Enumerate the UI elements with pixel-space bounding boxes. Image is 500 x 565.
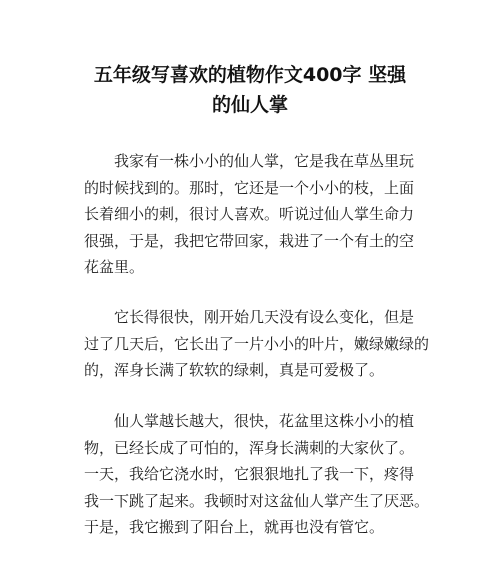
paragraph-line: 的时候找到的。那时，它还是一个小小的枝，上面 bbox=[84, 178, 415, 197]
paragraph-line: 花盆里。 bbox=[84, 258, 145, 276]
paragraph-1 bbox=[84, 148, 424, 281]
paragraph-line: 它长得很快，刚开始几天没有设么变化，但是 bbox=[114, 308, 415, 326]
paragraph-line: 过了几天后，它长出了一片小小的叶片，嫩绿嫩绿的 bbox=[84, 334, 430, 353]
paragraph-line: 仙人掌越长越大，很快，花盆里这株小小的植 bbox=[114, 412, 415, 430]
paragraph-line: 我家有一株小小的仙人掌，它是我在草丛里玩 bbox=[114, 152, 415, 170]
paragraph-line: 的，浑身长满了软软的绿刺，真是可爱极了。 bbox=[84, 361, 385, 379]
paragraph-line: 我一下跳了起来。我顿时对这盆仙人掌产生了厌恶。 bbox=[84, 491, 430, 510]
paragraph-line: 物，已经长成了可怕的，浑身长满刺的大家伙了。 bbox=[84, 438, 415, 457]
paragraph-line: 于是，我它搬到了阳台上，就再也没有管它。 bbox=[84, 518, 385, 536]
paragraph-2 bbox=[84, 304, 430, 384]
paragraph-3 bbox=[84, 408, 430, 541]
paragraph-line: 长着细小的刺，很讨人喜欢。听说过仙人掌生命力 bbox=[84, 205, 415, 223]
title-line-1: 五年级写喜欢的植物作文400字 坚强 bbox=[93, 64, 407, 86]
paragraph-line: 很强，于是，我把它带回家，栽进了一个有土的空 bbox=[84, 231, 415, 250]
title-line-2: 的仙人掌 bbox=[211, 94, 288, 116]
paragraph-line: 一天，我给它浇水时，它狠狠地扎了我一下，疼得 bbox=[84, 465, 415, 483]
document-title bbox=[40, 60, 460, 120]
